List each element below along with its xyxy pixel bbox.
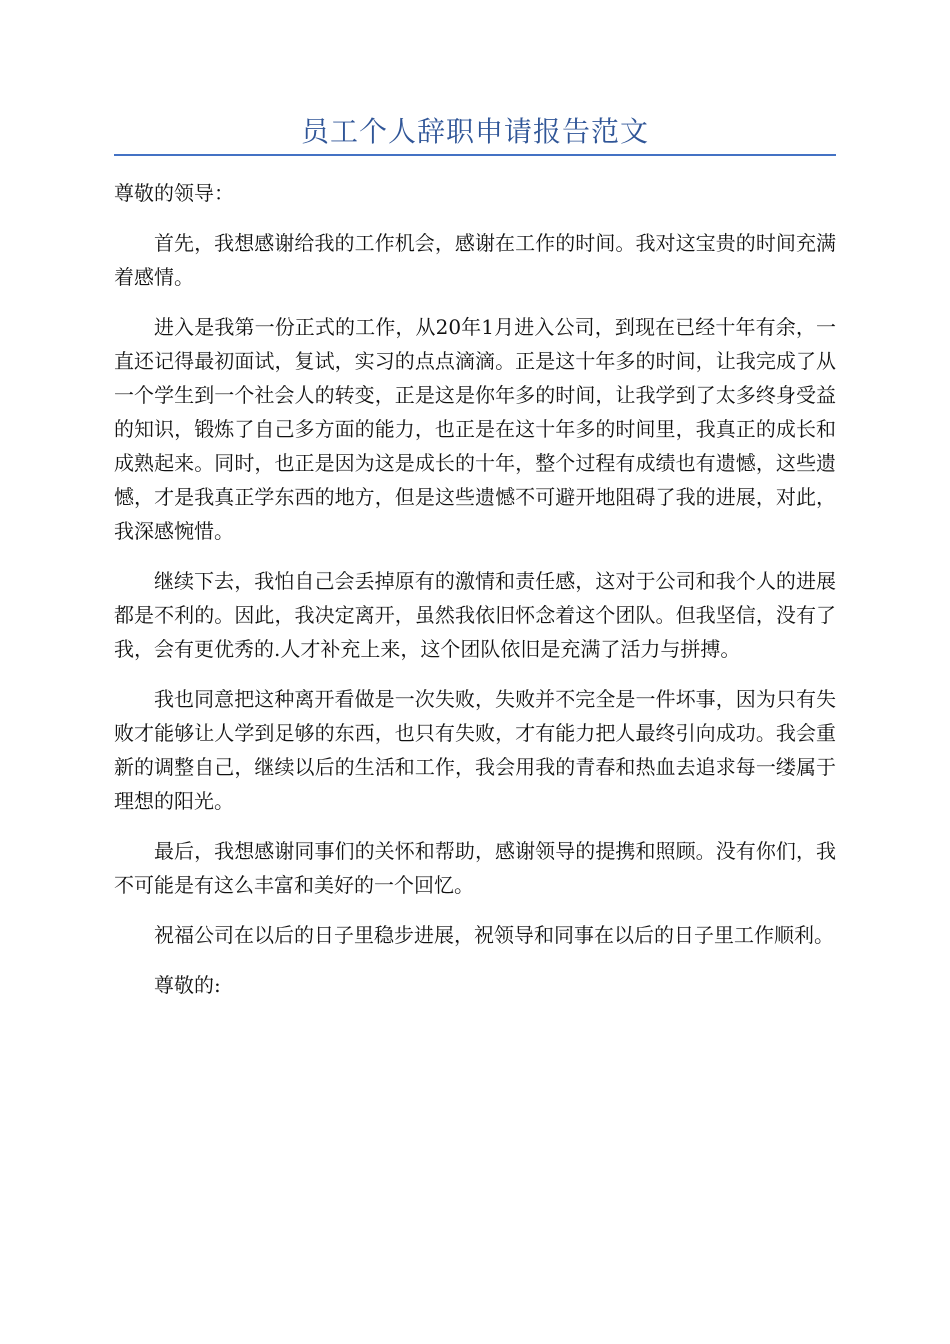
closing: 尊敬的: — [154, 973, 221, 997]
document-body — [114, 112, 836, 1018]
paragraph-reflection: 我也同意把这种离开看做是一次失败，失败并不完全是一件坏事，因为只有失败才能够让人学到足够的东西，也只有失败，才有能力把人最终引向成功。我会重新的调整自己，继续以后的生活和工作，我会用我的青春和热血去追求每一缕属于理想的阳光。 — [114, 687, 836, 813]
paragraph-history: 进入是我第一份正式的工作，从20年1月进入公司，到现在已经十年有余，一直还记得最初面试，复试，实习的点点滴滴。正是这十年多的时间，让我完成了从一个学生到一个社会人的转变，正是这是你年多的时间，让我学到了太多终身受益的知识，锻炼了自己多方面的能力，也正是在这十年多的时间里，我真正的成长和成熟起来。同时，也正是因为这是成长的十年，整个过程有成绩也有遗憾，这些遗憾，才是我真正学东西的地方，但是这些遗憾不可避开地阻碍了我的进展，对此，我深感惋惜。 — [114, 315, 836, 543]
paragraph-gratitude: 最后，我想感谢同事们的关怀和帮助，感谢领导的提携和照顾。没有你们，我不可能是有这么丰富和美好的一个回忆。 — [114, 839, 836, 897]
paragraph-decision: 继续下去，我怕自己会丢掉原有的激情和责任感，这对于公司和我个人的进展都是不利的。因此，我决定离开，虽然我依旧怀念着这个团队。但我坚信，没有了我，会有更优秀的.人才补充上来，这个团队依旧是充满了活力与拼搏。 — [114, 569, 836, 661]
document-title: 员工个人辞职申请报告范文 — [300, 115, 649, 148]
paragraph-blessing: 祝福公司在以后的日子里稳步进展，祝领导和同事在以后的日子里工作顺利。 — [154, 923, 834, 947]
paragraph-thanks: 首先，我想感谢给我的工作机会，感谢在工作的时间。我对这宝贵的时间充满着感情。 — [114, 231, 836, 289]
title-underline — [114, 154, 836, 156]
salutation: 尊敬的领导： — [114, 181, 234, 205]
